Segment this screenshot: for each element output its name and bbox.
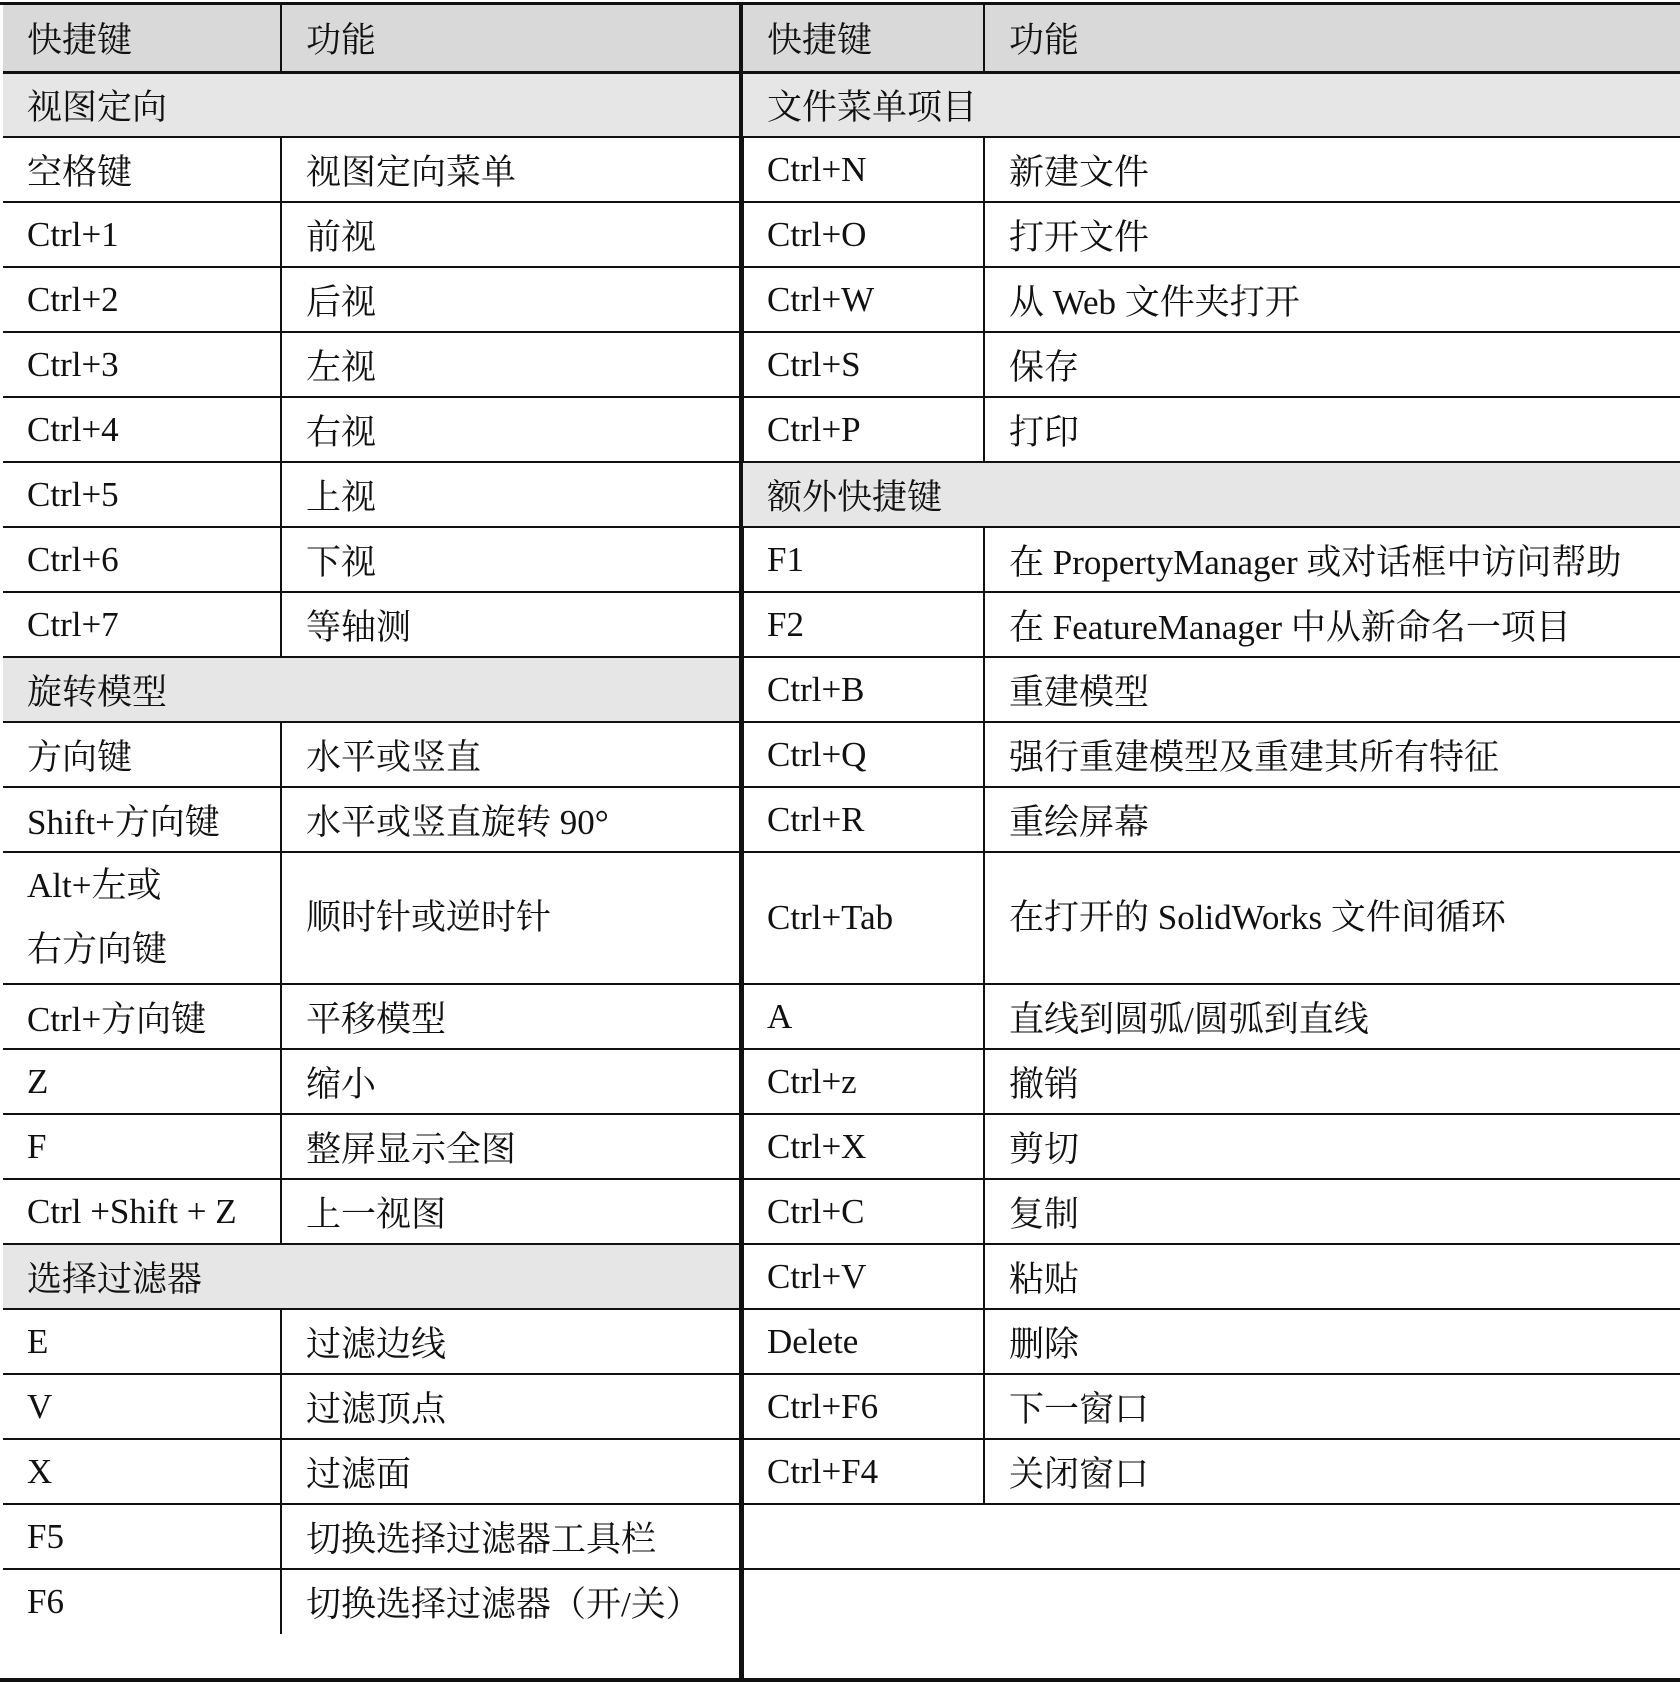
table-row (743, 267, 1680, 332)
key-cell: Ctrl+Q (743, 722, 984, 787)
table-row (743, 397, 1680, 462)
func-cell: 剪切 (984, 1114, 1680, 1179)
left-table (3, 5, 740, 1634)
key-cell: Ctrl +Shift + Z (3, 1179, 281, 1244)
table-row (3, 1114, 740, 1179)
table-row (743, 722, 1680, 787)
func-cell: 撤销 (984, 1049, 1680, 1114)
table-row (3, 267, 740, 332)
func-cell: 后视 (281, 267, 740, 332)
key-cell: Ctrl+3 (3, 332, 281, 397)
table-row (743, 1309, 1680, 1374)
func-cell: 平移模型 (281, 984, 740, 1049)
table-row (743, 202, 1680, 267)
bottom-rule (0, 1678, 1680, 1682)
key-cell: Z (3, 1049, 281, 1114)
table-row (3, 984, 740, 1049)
section-row (3, 657, 740, 722)
table-row (743, 137, 1680, 202)
table-row (3, 137, 740, 202)
empty-cell (743, 1504, 1680, 1569)
func-cell: 过滤边线 (281, 1309, 740, 1374)
func-cell: 过滤顶点 (281, 1374, 740, 1439)
func-cell: 删除 (984, 1309, 1680, 1374)
func-cell: 右视 (281, 397, 740, 462)
func-cell: 粘贴 (984, 1244, 1680, 1309)
table-row (3, 1504, 740, 1569)
table-row (3, 1309, 740, 1374)
key-cell: Ctrl+R (743, 787, 984, 852)
table-row (3, 397, 740, 462)
key-cell: Ctrl+V (743, 1244, 984, 1309)
func-cell: 水平或竖直 (281, 722, 740, 787)
func-cell: 在 PropertyManager 或对话框中访问帮助 (984, 527, 1680, 592)
section-title: 视图定向 (3, 72, 740, 137)
section-title: 额外快捷键 (743, 462, 1680, 527)
func-cell: 切换选择过滤器（开/关） (306, 1585, 701, 1624)
key-cell: Ctrl+7 (3, 592, 281, 657)
func-cell: 强行重建模型及重建其所有特征 (984, 722, 1680, 787)
func-cell: 等轴测 (281, 592, 740, 657)
func-cell: 左视 (281, 332, 740, 397)
key-cell: Ctrl+P (743, 397, 984, 462)
table-row (3, 1439, 740, 1504)
key-cell: Ctrl+O (743, 202, 984, 267)
key-cell: E (3, 1309, 281, 1374)
table-row (743, 1374, 1680, 1439)
table-row (743, 1114, 1680, 1179)
func-cell: 在 FeatureManager 中从新命名一项目 (984, 592, 1680, 657)
section-title: 文件菜单项目 (743, 72, 1680, 137)
key-cell: Ctrl+S (743, 332, 984, 397)
table-row (743, 657, 1680, 722)
func-cell: 水平或竖直旋转 90° (281, 787, 740, 852)
header-row (3, 5, 740, 72)
key-cell: Ctrl+2 (3, 267, 281, 332)
table-row (743, 852, 1680, 984)
key-cell: Ctrl+B (743, 657, 984, 722)
key-cell: 空格键 (3, 137, 281, 202)
key-cell: Ctrl+C (743, 1179, 984, 1244)
func-cell: 打开文件 (984, 202, 1680, 267)
func-cell: 切换选择过滤器工具栏 (281, 1504, 740, 1569)
key-line-2: 右方向键 (27, 930, 168, 969)
table-row (743, 332, 1680, 397)
key-cell: F2 (743, 592, 984, 657)
key-cell: A (743, 984, 984, 1049)
table-row (743, 1049, 1680, 1114)
table-row (743, 592, 1680, 657)
table-row (3, 1179, 740, 1244)
header-func: 功能 (984, 5, 1680, 72)
key-cell: Ctrl+z (743, 1049, 984, 1114)
func-cell: 下一窗口 (984, 1374, 1680, 1439)
table-row (3, 1374, 740, 1439)
key-cell: Ctrl+F4 (743, 1439, 984, 1504)
func-cell: 前视 (281, 202, 740, 267)
key-line-1: Alt+左或 (27, 866, 162, 905)
header-func: 功能 (281, 5, 740, 72)
key-cell: Ctrl+5 (3, 462, 281, 527)
header-row (743, 5, 1680, 72)
section-row (743, 72, 1680, 137)
key-cell: Ctrl+4 (3, 397, 281, 462)
right-table (743, 5, 1680, 1634)
func-cell: 复制 (984, 1179, 1680, 1244)
key-cell: Ctrl+Tab (743, 852, 984, 984)
func-cell: 视图定向菜单 (281, 137, 740, 202)
key-cell: X (3, 1439, 281, 1504)
key-cell: Ctrl+1 (3, 202, 281, 267)
table-row (3, 852, 740, 984)
func-cell: 下视 (281, 527, 740, 592)
table-row (3, 202, 740, 267)
table-row (3, 332, 740, 397)
key-cell: Ctrl+F6 (743, 1374, 984, 1439)
empty-row (743, 1504, 1680, 1569)
func-cell: 过滤面 (281, 1439, 740, 1504)
func-cell: 整屏显示全图 (281, 1114, 740, 1179)
key-cell: Delete (743, 1309, 984, 1374)
key-cell: F5 (3, 1504, 281, 1569)
func-cell: 顺时针或逆时针 (281, 852, 740, 984)
section-row (3, 1244, 740, 1309)
key-cell (3, 852, 281, 984)
func-cell: 关闭窗口 (984, 1439, 1680, 1504)
empty-cell (743, 1569, 1680, 1634)
section-row (3, 72, 740, 137)
table-row (3, 722, 740, 787)
header-key: 快捷键 (743, 5, 984, 72)
table-row (743, 787, 1680, 852)
func-cell: 在打开的 SolidWorks 文件间循环 (984, 852, 1680, 984)
key-cell: F (3, 1114, 281, 1179)
table-row (3, 592, 740, 657)
table-row (3, 527, 740, 592)
section-title: 旋转模型 (3, 657, 740, 722)
table-row (3, 1049, 740, 1114)
key-cell: 方向键 (3, 722, 281, 787)
key-cell: V (3, 1374, 281, 1439)
section-title: 选择过滤器 (3, 1244, 740, 1309)
key-cell: Ctrl+N (743, 137, 984, 202)
func-cell: 打印 (984, 397, 1680, 462)
table-row (743, 1439, 1680, 1504)
table-row (743, 527, 1680, 592)
table-row (3, 1569, 740, 1634)
func-cell: 新建文件 (984, 137, 1680, 202)
key-cell: Ctrl+6 (3, 527, 281, 592)
table-row (743, 984, 1680, 1049)
func-cell: 缩小 (281, 1049, 740, 1114)
key-cell: Ctrl+X (743, 1114, 984, 1179)
table-row (743, 1179, 1680, 1244)
func-cell: 上视 (281, 462, 740, 527)
key-cell: Shift+方向键 (3, 787, 281, 852)
key-cell: Ctrl+方向键 (3, 984, 281, 1049)
key-cell: F1 (743, 527, 984, 592)
func-cell: 重绘屏幕 (984, 787, 1680, 852)
table-row (743, 1244, 1680, 1309)
key-cell: F6 (3, 1569, 281, 1634)
header-key: 快捷键 (3, 5, 281, 72)
section-row (743, 462, 1680, 527)
func-cell: 上一视图 (281, 1179, 740, 1244)
empty-row (743, 1569, 1680, 1634)
func-cell: 从 Web 文件夹打开 (984, 267, 1680, 332)
key-cell: Ctrl+W (743, 267, 984, 332)
func-cell: 直线到圆弧/圆弧到直线 (984, 984, 1680, 1049)
func-cell: 重建模型 (984, 657, 1680, 722)
table-row (3, 462, 740, 527)
table-row (3, 787, 740, 852)
func-cell: 保存 (984, 332, 1680, 397)
